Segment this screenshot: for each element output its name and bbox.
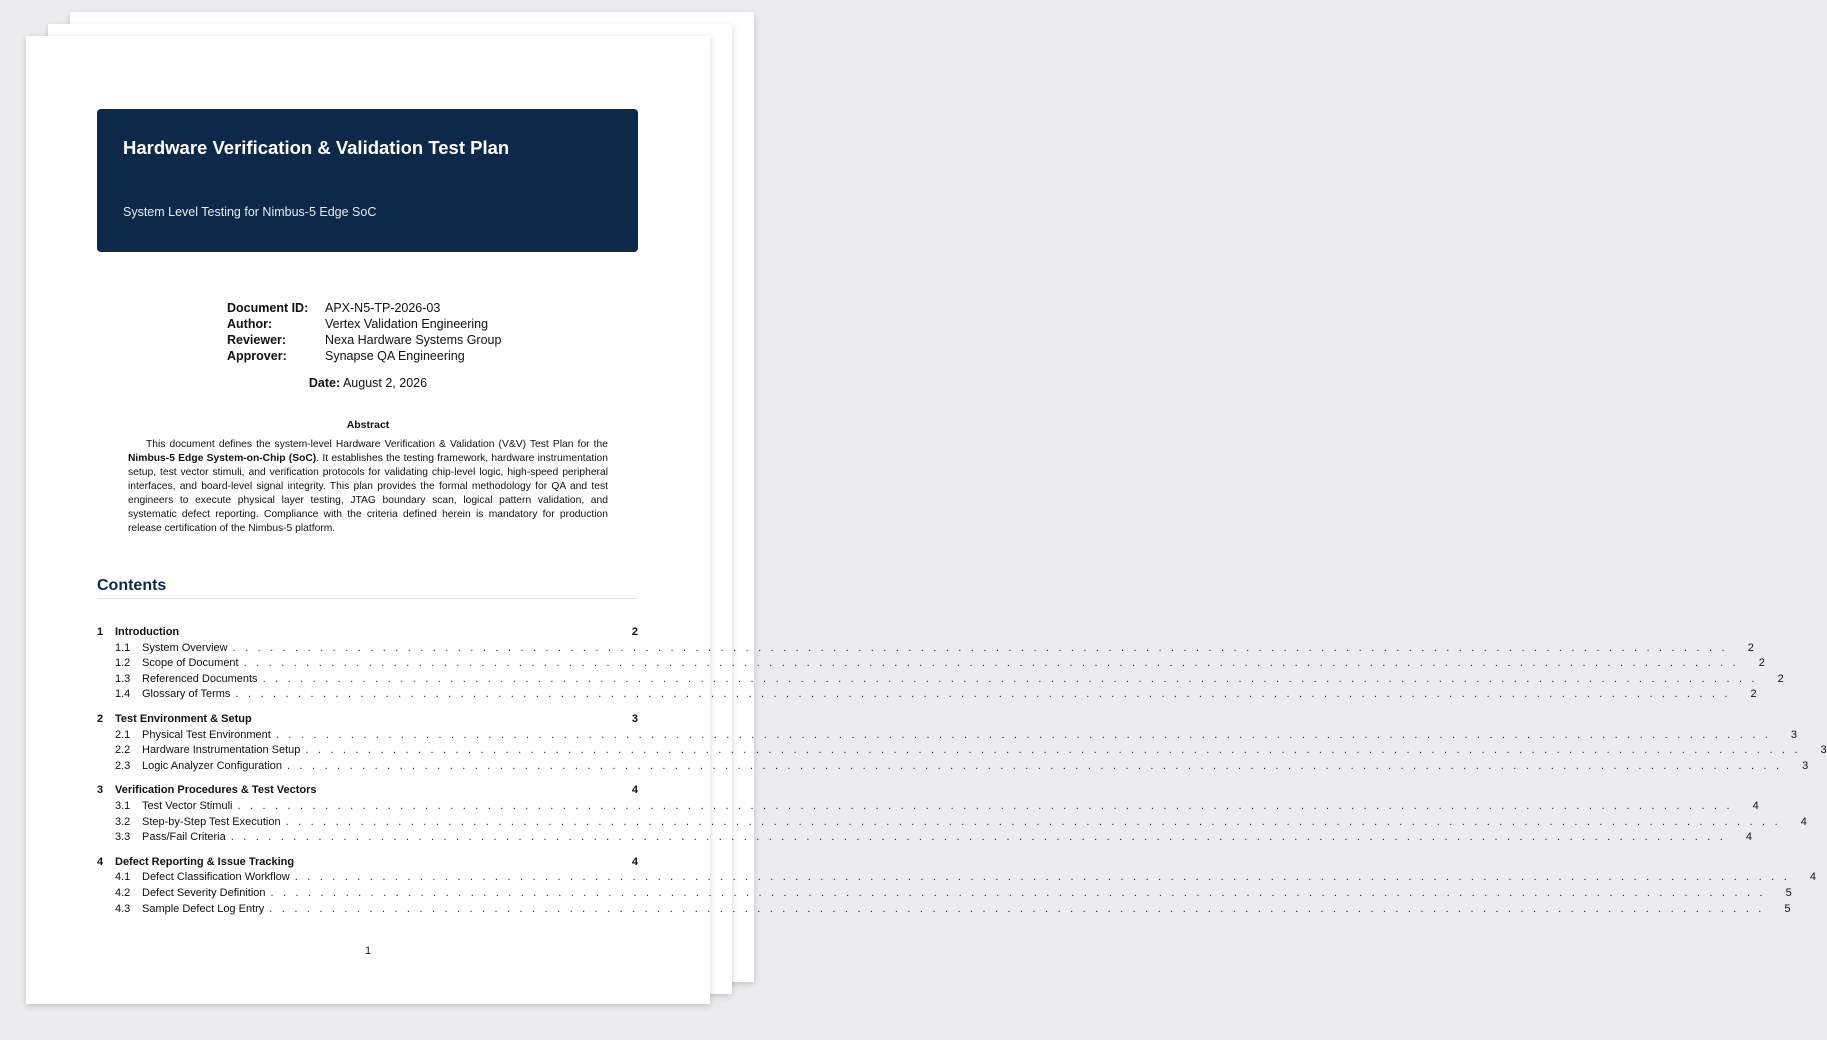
toc-section-entry[interactable]	[97, 855, 638, 871]
toc-dot-leader: . . . . . . . . . . . . . . . . . . . . . . . . . . . . . . . . . . . . . . . . . . . . . . . . . . . . . . . . . . . . . . . . . . . . . . . . . . . . . . . . . . . . . . . . . . . . . . . . . . . . . . . . . . . . . . . . . . . . . . . .	[262, 672, 1758, 685]
document-title: Hardware Verification & Validation Test Plan	[123, 137, 510, 158]
toc-section-entry[interactable]	[97, 783, 638, 799]
document-subtitle: System Level Testing for Nimbus-5 Edge SoC	[123, 205, 377, 219]
toc-page-number: 4	[1745, 831, 1752, 844]
toc-page-number: 2	[1747, 641, 1754, 654]
toc-entry-number: 3.3	[115, 831, 131, 844]
page-number: 1	[364, 945, 372, 957]
toc-dot-leader: . . . . . . . . . . . . . . . . . . . . . . . . . . . . . . . . . . . . . . . . . . . . . . . . . . . . . . . . . . . . . . . . . . . . . . . . . . . . . . . . . . . . . . . . . . . . . . . . . . . . . . . . . . . . . . . . . . . . . . . .	[232, 641, 1728, 654]
metadata-value: Synapse QA Engineering	[325, 349, 465, 363]
metadata-value: APX-N5-TP-2026-03	[325, 301, 441, 315]
contents-divider	[97, 598, 638, 599]
toc-entry-number: 1.3	[115, 672, 131, 685]
metadata-key: Reviewer:	[227, 333, 287, 347]
toc-dot-leader: . . . . . . . . . . . . . . . . . . . . . . . . . . . . . . . . . . . . . . . . . . . . . . . . . . . . . . . . . . . . . . . . . . . . . . . . . . . . . . . . . . . . . . . . . . . . . . . . . . . . . . . . . . . . . . . . . . . . . . . .	[285, 815, 1781, 828]
toc-page-number: 3	[1790, 728, 1798, 741]
toc-page-number: 3	[1802, 759, 1809, 772]
toc-entry-number: 1.1	[115, 641, 131, 654]
toc-dot-leader: . . . . . . . . . . . . . . . . . . . . . . . . . . . . . . . . . . . . . . . . . . . . . . . . . . . . . . . . . . . . . . . . . . . . . . . . . . . . . . . . . . . . . . . . . . . . . . . . . . . . . . . . . . . . . . . . . . . . . . . .	[237, 799, 1733, 812]
toc-entry-title: Hardware Instrumentation Setup	[142, 744, 301, 757]
toc-dot-leader: . . . . . . . . . . . . . . . . . . . . . . . . . . . . . . . . . . . . . . . . . . . . . . . . . . . . . . . . . . . . . . . . . . . . . . . . . . . . . . . . . . . . . . . . . . . . . . . . . . . . . . . . . . . . . . . . . . . . . . . .	[275, 728, 1772, 741]
toc-entry-title: Test Vector Stimuli	[142, 799, 233, 812]
toc-subsection-entry[interactable]	[97, 902, 1791, 918]
toc-entry-title: Scope of Document	[142, 657, 239, 670]
metadata-row	[227, 332, 501, 348]
metadata-key: Approver:	[227, 349, 287, 363]
toc-section	[97, 712, 1827, 774]
toc-subsection-entry[interactable]	[97, 799, 1759, 815]
table-of-contents	[97, 625, 1827, 926]
document-metadata	[227, 300, 501, 364]
toc-entry-title: Test Environment & Setup	[115, 712, 252, 725]
toc-page-number: 4	[1809, 871, 1816, 884]
metadata-row	[227, 348, 501, 364]
toc-page-number: 4	[631, 855, 638, 868]
toc-entry-title: Defect Reporting & Issue Tracking	[115, 855, 295, 868]
toc-entry-number: 3.1	[115, 799, 131, 812]
metadata-key: Document ID:	[227, 301, 309, 315]
metadata-value: Nexa Hardware Systems Group	[325, 333, 502, 347]
toc-entry-number: 4.1	[115, 871, 131, 884]
toc-subsection-entry[interactable]	[97, 687, 1757, 703]
toc-section	[97, 625, 1784, 703]
toc-page-number: 2	[1777, 672, 1784, 685]
toc-section-entry[interactable]	[97, 625, 638, 641]
metadata-value: Vertex Validation Engineering	[325, 317, 489, 331]
toc-dot-leader: . . . . . . . . . . . . . . . . . . . . . . . . . . . . . . . . . . . . . . . . . . . . . . . . . . . . . . . . . . . . . . . . . . . . . . . . . . . . . . . . . . . . . . . . . . . . . . . . . . . . . . . . . . . . . . . . . . . . . . . .	[270, 886, 1766, 899]
abstract-emphasis: Nimbus-5 Edge System-on-Chip (SoC)	[128, 453, 317, 464]
toc-entry-number: 1.2	[115, 657, 131, 670]
toc-entry-number: 2	[97, 712, 104, 725]
toc-dot-leader: . . . . . . . . . . . . . . . . . . . . . . . . . . . . . . . . . . . . . . . . . . . . . . . . . . . . . . . . . . . . . . . . . . . . . . . . . . . . . . . . . . . . . . . . . . . . . . . . . . . . . . . . . . . . . . . . . . . . . . . .	[243, 657, 1739, 670]
toc-entry-title: Introduction	[115, 626, 180, 638]
toc-entry-title: System Overview	[142, 641, 228, 654]
toc-subsection-entry[interactable]	[97, 870, 1816, 886]
abstract-heading: Abstract	[346, 419, 390, 431]
toc-entry-title: Pass/Fail Criteria	[142, 831, 226, 844]
abstract-text	[128, 438, 608, 536]
toc-entry-title: Logic Analyzer Configuration	[142, 759, 283, 772]
toc-entry-number: 1	[97, 626, 104, 638]
toc-subsection-entry[interactable]	[97, 815, 1807, 831]
toc-subsection-entry[interactable]	[97, 672, 1784, 688]
toc-section-entry[interactable]	[97, 712, 638, 728]
toc-page-number: 4	[1800, 815, 1807, 828]
toc-dot-leader: . . . . . . . . . . . . . . . . . . . . . . . . . . . . . . . . . . . . . . . . . . . . . . . . . . . . . . . . . . . . . . . . . . . . . . . . . . . . . . . . . . . . . . . . . . . . . . . . . . . . . . . . . . . . . . . . . . . . . . . .	[294, 871, 1790, 884]
toc-entry-title: Step-by-Step Test Execution	[142, 815, 281, 828]
toc-page-number: 3	[1820, 744, 1827, 757]
contents-heading: Contents	[97, 577, 167, 594]
toc-page-number: 2	[1758, 657, 1765, 670]
toc-entry-title: Defect Severity Definition	[142, 886, 266, 899]
toc-subsection-entry[interactable]	[97, 728, 1798, 744]
toc-subsection-entry[interactable]	[97, 743, 1827, 759]
toc-page-number: 4	[631, 784, 638, 797]
toc-entry-number: 2.2	[115, 744, 131, 757]
toc-entry-number: 4	[97, 855, 104, 868]
toc-entry-title: Sample Defect Log Entry	[142, 902, 265, 915]
date-value: August 2, 2026	[342, 376, 428, 390]
toc-subsection-entry[interactable]	[97, 886, 1792, 902]
abstract-text-part: This document defines the system-level Hardware Verification & Validation (V&V) Test Plan for the	[146, 439, 608, 450]
toc-subsection-entry[interactable]	[97, 830, 1752, 846]
toc-page-number: 5	[1784, 902, 1791, 915]
document-date	[26, 376, 710, 390]
toc-entry-title: Defect Classification Workflow	[142, 871, 290, 884]
toc-subsection-entry[interactable]	[97, 656, 1765, 672]
toc-page-number: 3	[631, 712, 638, 725]
toc-dot-leader: . . . . . . . . . . . . . . . . . . . . . . . . . . . . . . . . . . . . . . . . . . . . . . . . . . . . . . . . . . . . . . . . . . . . . . . . . . . . . . . . . . . . . . . . . . . . . . . . . . . . . . . . . . . . . . . . . . . . . . . .	[230, 831, 1726, 844]
toc-entry-title: Referenced Documents	[142, 672, 258, 685]
toc-entry-number: 2.3	[115, 759, 131, 772]
toc-dot-leader: . . . . . . . . . . . . . . . . . . . . . . . . . . . . . . . . . . . . . . . . . . . . . . . . . . . . . . . . . . . . . . . . . . . . . . . . . . . . . . . . . . . . . . . . . . . . . . . . . . . . . . . . . . . . . . . . . . . . . . . .	[287, 759, 1783, 772]
toc-entry-title: Glossary of Terms	[142, 688, 231, 701]
metadata-row	[227, 316, 501, 332]
toc-entry-number: 1.4	[115, 688, 131, 701]
toc-entry-number: 3.2	[115, 815, 131, 828]
toc-page-number: 2	[1750, 688, 1757, 701]
date-label: Date:	[308, 376, 341, 390]
title-banner	[97, 109, 638, 252]
abstract-text-part: . It establishes the testing framework, hardware instrumentation setup, test vector stimuli, and verification protocols for validating chip-level logic, high-speed peripheral interfaces, and board-level signal integrity. This plan provides the formal methodology for QA and test engineers to execute physical layer testing, JTAG boundary scan, logical pattern validation, and systematic defect reporting. Compliance with the criteria defined herein is mandatory for production release certification of the Nimbus-5 platform.	[128, 453, 608, 534]
toc-entry-number: 2.1	[115, 728, 131, 741]
toc-subsection-entry[interactable]	[97, 759, 1809, 775]
toc-page-number: 2	[631, 626, 638, 638]
metadata-row	[227, 300, 501, 316]
toc-dot-leader: . . . . . . . . . . . . . . . . . . . . . . . . . . . . . . . . . . . . . . . . . . . . . . . . . . . . . . . . . . . . . . . . . . . . . . . . . . . . . . . . . . . . . . . . . . . . . . . . . . . . . . . . . . . . . . . . . . . . . . . .	[269, 902, 1765, 915]
document-page	[26, 36, 1827, 1004]
toc-section	[97, 783, 1807, 845]
toc-entry-number: 4.2	[115, 886, 131, 899]
toc-entry-number: 4.3	[115, 902, 131, 915]
toc-dot-leader: . . . . . . . . . . . . . . . . . . . . . . . . . . . . . . . . . . . . . . . . . . . . . . . . . . . . . . . . . . . . . . . . . . . . . . . . . . . . . . . . . . . . . . . . . . . . . . . . . . . . . . . . . . . . . . . . . . . . . . . .	[305, 744, 1801, 757]
toc-page-number: 5	[1785, 886, 1792, 899]
toc-subsection-entry[interactable]	[97, 641, 1754, 657]
toc-entry-title: Physical Test Environment	[142, 728, 271, 741]
toc-dot-leader: . . . . . . . . . . . . . . . . . . . . . . . . . . . . . . . . . . . . . . . . . . . . . . . . . . . . . . . . . . . . . . . . . . . . . . . . . . . . . . . . . . . . . . . . . . . . . . . . . . . . . . . . . . . . . . . . . . . . . . . .	[235, 688, 1731, 701]
toc-entry-title: Verification Procedures & Test Vectors	[115, 784, 317, 797]
metadata-key: Author:	[227, 317, 273, 331]
toc-section	[97, 855, 1816, 917]
toc-entry-number: 3	[97, 784, 104, 797]
toc-page-number: 4	[1752, 799, 1759, 812]
